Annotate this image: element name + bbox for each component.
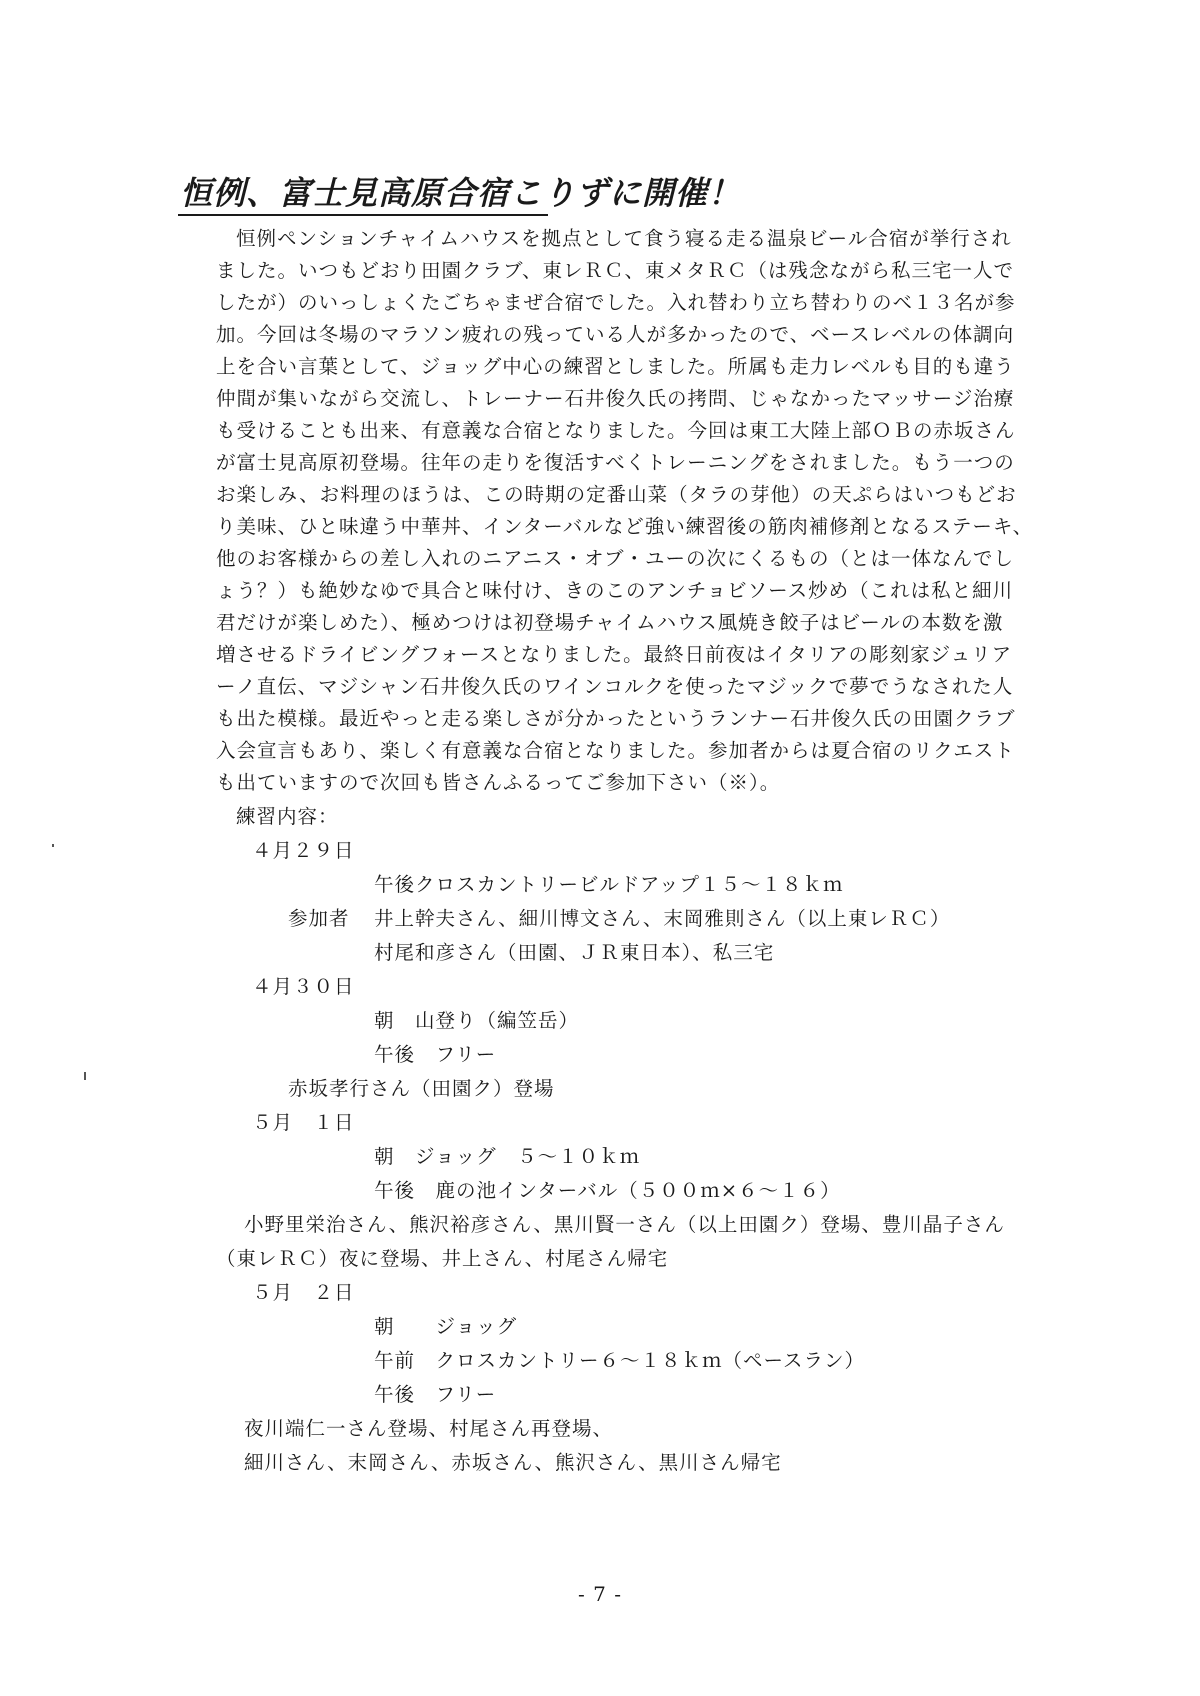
schedule-activity: 午後 鹿の池インターバル（５００ｍ×６～１６） [374, 1179, 841, 1202]
participants-list: 村尾和彦さん（田園、ＪＲ東日本）、私三宅 [374, 941, 775, 964]
paragraph-line: 恒例ペンションチャイムハウスを拠点として食う寝る走る温泉ビール合宿が挙行され [236, 227, 1012, 250]
schedule-note: 小野里栄治さん、熊沢裕彦さん、黒川賢一さん（以上田園ク）登場、豊川晶子さん [244, 1213, 1005, 1236]
paragraph-line: ーノ直伝、マジシャン石井俊久氏のワインコルクを使ったマジックで夢でうなされた人 [216, 675, 1014, 698]
paragraph-line: 入会宣言もあり、楽しく有意義な合宿となりました。参加者からは夏合宿のリクエスト [216, 739, 1015, 762]
schedule-date: ４月３０日 [252, 975, 355, 998]
paragraph-line: も出ていますので次回も皆さんふるってご参加下さい（※）。 [216, 771, 781, 794]
paragraph-line: ました。いつもどおり田園クラブ、東レＲＣ、東メタＲＣ（は残念ながら私三宅一人で [216, 259, 1014, 282]
schedule-date: ５月 １日 [252, 1111, 355, 1134]
paragraph-line: したが）のいっしょくたごちゃまぜ合宿でした。入れ替わり立ち替わりのベ１３名が参 [216, 291, 1016, 314]
schedule-activity: 午後クロスカントリービルドアップ１５～１８ｋｍ [374, 873, 844, 896]
schedule-note: 赤坂孝行さん（田園ク）登場 [288, 1077, 555, 1100]
page-number: - 7 - [578, 1582, 622, 1606]
schedule-note: 夜川端仁一さん登場、村尾さん再登場、 [244, 1417, 614, 1440]
schedule-date: ５月 ２日 [252, 1281, 355, 1304]
title-underline [178, 214, 548, 216]
paragraph-line: 君だけが楽しめた）、極めつけは初登場チャイムハウス風焼き餃子はビールの本数を激 [216, 611, 1004, 634]
schedule-activity: 朝 ジョッグ ５～１０ｋｍ [374, 1145, 641, 1168]
paragraph-line: も出た模様。最近やっと走る楽しさが分かったというランナー石井俊久氏の田園クラブ [216, 707, 1016, 730]
paragraph-line: 加。今回は冬場のマラソン疲れの残っている人が多かったので、ベースレベルの体調向 [216, 323, 1015, 346]
scan-speck [84, 1072, 86, 1080]
schedule-activity: 朝 ジョッグ [374, 1315, 518, 1338]
schedule-activity: 午後 フリー [374, 1043, 497, 1066]
paragraph-line: 増させるドライビングフォースとなりました。最終日前夜はイタリアの彫刻家ジュリア [216, 643, 1013, 666]
paragraph-line: ょう？）も絶妙なゆで具合と味付け、きのこのアンチョビソース炒め（これは私と細川 [216, 579, 1014, 602]
article-title: 恒例、富士見高原合宿こりずに開催！ [180, 174, 742, 212]
schedule-activity: 午後 フリー [374, 1383, 497, 1406]
scan-speck [52, 844, 54, 847]
article-body [216, 223, 1056, 799]
paragraph-line: 他のお客様からの差し入れのニアニス・オブ・ユーの次にくるもの（とは一体なんでし [216, 547, 1014, 570]
paragraph-line: 上を合い言葉として、ジョッグ中心の練習としました。所属も走力レベルも目的も違う [216, 355, 1015, 378]
paragraph-line: も受けることも出来、有意義な合宿となりました。今回は東工大陸上部ＯＢの赤坂さん [216, 419, 1016, 442]
paragraph-line: り美味、ひと味違う中華丼、インターバルなど強い練習後の筋肉補修剤となるステーキ、 [216, 515, 1034, 538]
participants-list: 井上幹夫さん、細川博文さん、末岡雅則さん（以上東レＲＣ） [374, 907, 951, 930]
paragraph-line: お楽しみ、お料理のほうは、この時期の定番山菜（タラの芽他）の天ぷらはいつもどお [216, 483, 1017, 506]
schedule-note: （東レＲＣ）夜に登場、井上さん、村尾さん帰宅 [216, 1247, 669, 1270]
paragraph-line: が富士見高原初登場。往年の走りを復活すべくトレーニングをされました。もう一つの [216, 451, 1015, 474]
schedule-activity: 午前 クロスカントリー６～１８ｋｍ（ペースラン） [374, 1349, 866, 1372]
participants-label: 参加者 [288, 907, 350, 930]
schedule-activity: 朝 山登り（編笠岳） [374, 1009, 580, 1032]
schedule-note: 細川さん、末岡さん、赤坂さん、熊沢さん、黒川さん帰宅 [244, 1451, 782, 1474]
schedule-date: ４月２９日 [252, 839, 355, 862]
schedule-heading: 練習内容： [236, 805, 339, 828]
paragraph-line: 仲間が集いながら交流し、トレーナー石井俊久氏の拷問、じゃなかったマッサージ治療 [216, 387, 1015, 410]
